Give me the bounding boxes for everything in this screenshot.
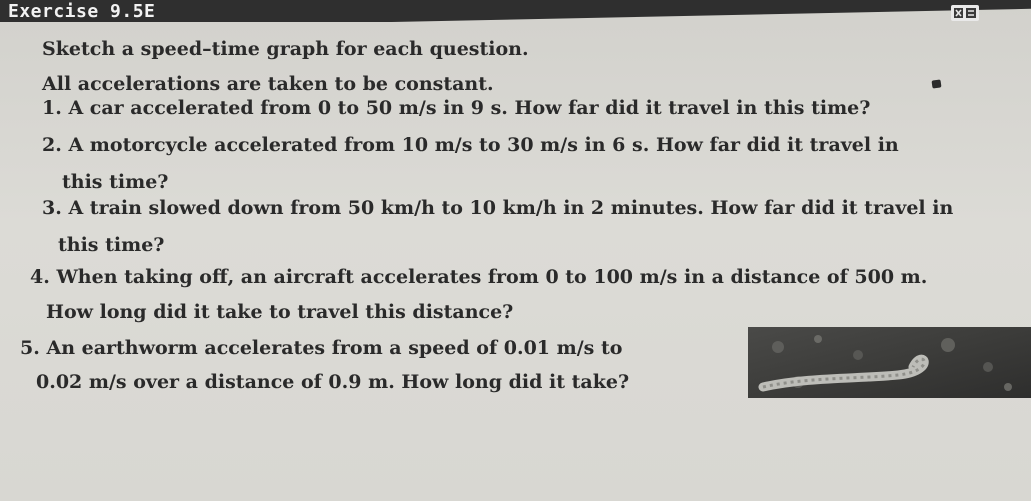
instruction-sketch: Sketch a speed–time graph for each question. (42, 38, 529, 60)
question-2-line-2: this time? (62, 171, 169, 193)
question-3-line-1: 3. A train slowed down from 50 km/h to 10 km/h in 2 minutes. How far did it travel in (42, 197, 954, 219)
calculator-icon (950, 4, 980, 22)
question-4-line-1: 4. When taking off, an aircraft accelerates from 0 to 100 m/s in a distance of 500 m. (30, 266, 928, 288)
earthworm-photo (748, 327, 1031, 398)
question-5-line-1: 5. An earthworm accelerates from a speed of 0.01 m/s to (20, 337, 623, 359)
question-5-line-2: 0.02 m/s over a distance of 0.9 m. How long did it take? (36, 371, 630, 393)
exercise-title: Exercise 9.5E (8, 1, 156, 22)
question-2-line-1: 2. A motorcycle accelerated from 10 m/s to 30 m/s in 6 s. How far did it travel in (42, 134, 899, 156)
question-3-line-2: this time? (58, 234, 165, 256)
instruction-constant: All accelerations are taken to be constant. (42, 73, 494, 95)
question-4-line-2: How long did it take to travel this distance? (46, 301, 514, 323)
question-1-line-1: 1. A car accelerated from 0 to 50 m/s in 9 s. How far did it travel in this time? (42, 97, 871, 119)
ink-mark (931, 79, 941, 88)
